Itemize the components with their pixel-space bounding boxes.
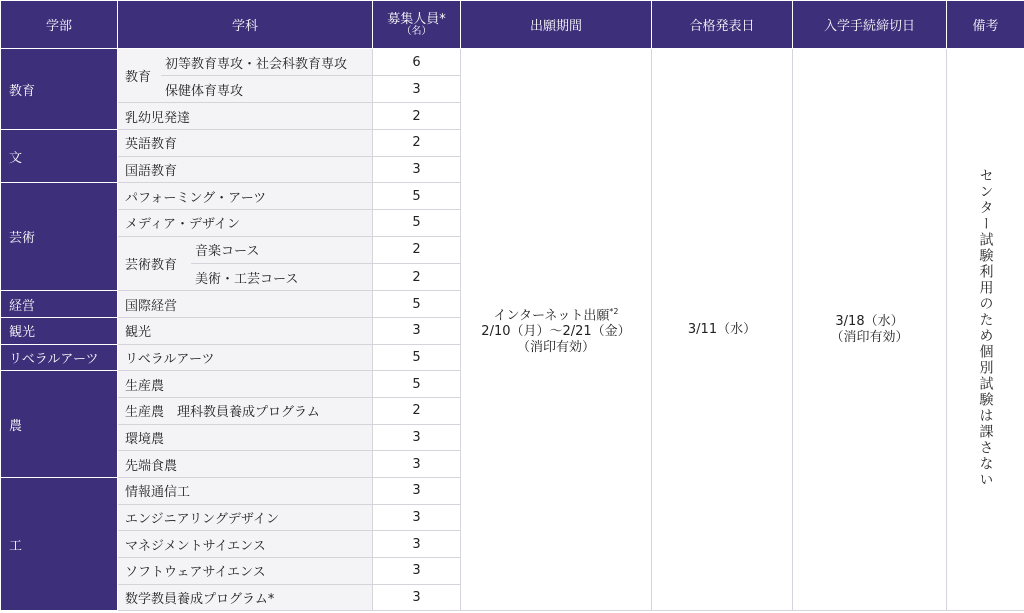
capacity-value: 5 xyxy=(373,291,461,318)
dept-name: パフォーミング・アーツ xyxy=(118,183,373,210)
deadline-postmark: （消印有効） xyxy=(830,329,909,345)
capacity-value: 2 xyxy=(373,397,461,424)
dept-name: 先端食農 xyxy=(118,451,373,478)
header-faculty: 学部 xyxy=(1,1,118,49)
faculty-education: 教育 xyxy=(1,49,118,130)
faculty-agriculture: 農 xyxy=(1,371,118,478)
dept-name: 観光 xyxy=(118,317,373,344)
remarks-cell xyxy=(947,49,1024,611)
dept-name: リベラルアーツ xyxy=(118,344,373,371)
capacity-value: 5 xyxy=(373,183,461,210)
capacity-value: 3 xyxy=(373,478,461,505)
dept-name: 数学教員養成プログラム* xyxy=(118,584,373,611)
dept-name: エンジニアリングデザイン xyxy=(118,504,373,531)
application-method: インターネット出願 xyxy=(493,307,610,323)
education-subgroup xyxy=(125,49,372,102)
dept-name: マネジメントサイエンス xyxy=(118,531,373,558)
enrollment-deadline xyxy=(793,49,947,611)
capacity-value: 3 xyxy=(373,317,461,344)
capacity-value: 3 xyxy=(373,531,461,558)
capacity-value: 5 xyxy=(373,344,461,371)
arts-education-subgroup xyxy=(125,237,372,290)
header-department: 学科 xyxy=(118,1,373,49)
dept-group-label: 芸術教育 xyxy=(125,258,178,273)
faculty-arts: 芸術 xyxy=(1,183,118,291)
header-remarks: 備考 xyxy=(947,1,1024,49)
capacity-value: 3 xyxy=(373,558,461,585)
faculty-management: 経営 xyxy=(1,291,118,318)
dept-name: 英語教育 xyxy=(118,130,373,157)
capacity-value: 2 xyxy=(373,103,461,130)
faculty-liberal-arts: リベラルアーツ xyxy=(1,344,118,371)
dept-cell-arts-education-group xyxy=(118,236,373,290)
header-capacity-unit: （名） xyxy=(401,25,432,37)
header-capacity xyxy=(373,1,461,49)
table-row xyxy=(1,49,1024,76)
capacity-value: 2 xyxy=(373,236,461,263)
dept-group-label: 教育 xyxy=(125,70,152,86)
dept-cell-education-group xyxy=(118,49,373,103)
announcement-date: 3/11（水） xyxy=(652,49,793,611)
faculty-tourism: 観光 xyxy=(1,317,118,344)
dept-name: メディア・デザイン xyxy=(118,210,373,237)
dept-sub-item: 美術・工芸コース xyxy=(195,271,299,287)
dept-sub-item: 保健体育専攻 xyxy=(165,83,244,99)
capacity-value: 3 xyxy=(373,424,461,451)
header-application: 出願期間 xyxy=(461,1,652,49)
dept-sub-item: 初等教育専攻・社会科教育専攻 xyxy=(161,49,372,76)
dept-name: 国語教育 xyxy=(118,156,373,183)
dept-name: ソフトウェアサイエンス xyxy=(118,558,373,585)
faculty-letters: 文 xyxy=(1,130,118,183)
capacity-value: 6 xyxy=(373,49,461,76)
dept-name: 国際経営 xyxy=(118,291,373,318)
dept-name: 乳幼児発達 xyxy=(118,103,373,130)
application-period xyxy=(461,49,652,611)
dept-name: 環境農 xyxy=(118,424,373,451)
capacity-value: 2 xyxy=(373,130,461,157)
faculty-engineering: 工 xyxy=(1,478,118,611)
capacity-value: 3 xyxy=(373,156,461,183)
dept-name: 生産農 xyxy=(118,371,373,398)
dept-name: 生産農 理科教員養成プログラム xyxy=(118,397,373,424)
dept-name: 情報通信工 xyxy=(118,478,373,505)
remarks-text: センター試験利用のため個別試験は課さない xyxy=(977,167,994,488)
header-row xyxy=(1,1,1024,49)
capacity-value: 3 xyxy=(373,584,461,611)
deadline-date: 3/18（水） xyxy=(835,313,904,329)
dept-sub-item: 音楽コース xyxy=(191,237,372,264)
header-capacity-label: 募集人員* xyxy=(387,11,446,27)
application-postmark: （消印有効） xyxy=(516,339,595,355)
header-deadline: 入学手続締切日 xyxy=(793,1,947,49)
capacity-value: 3 xyxy=(373,504,461,531)
capacity-value: 5 xyxy=(373,210,461,237)
capacity-value: 5 xyxy=(373,371,461,398)
application-footnote: *2 xyxy=(609,306,619,316)
header-announcement: 合格発表日 xyxy=(652,1,793,49)
capacity-value: 3 xyxy=(373,451,461,478)
capacity-value: 2 xyxy=(373,264,461,291)
capacity-value: 3 xyxy=(373,76,461,103)
application-dates: 2/10（月）～2/21（金） xyxy=(481,323,631,339)
